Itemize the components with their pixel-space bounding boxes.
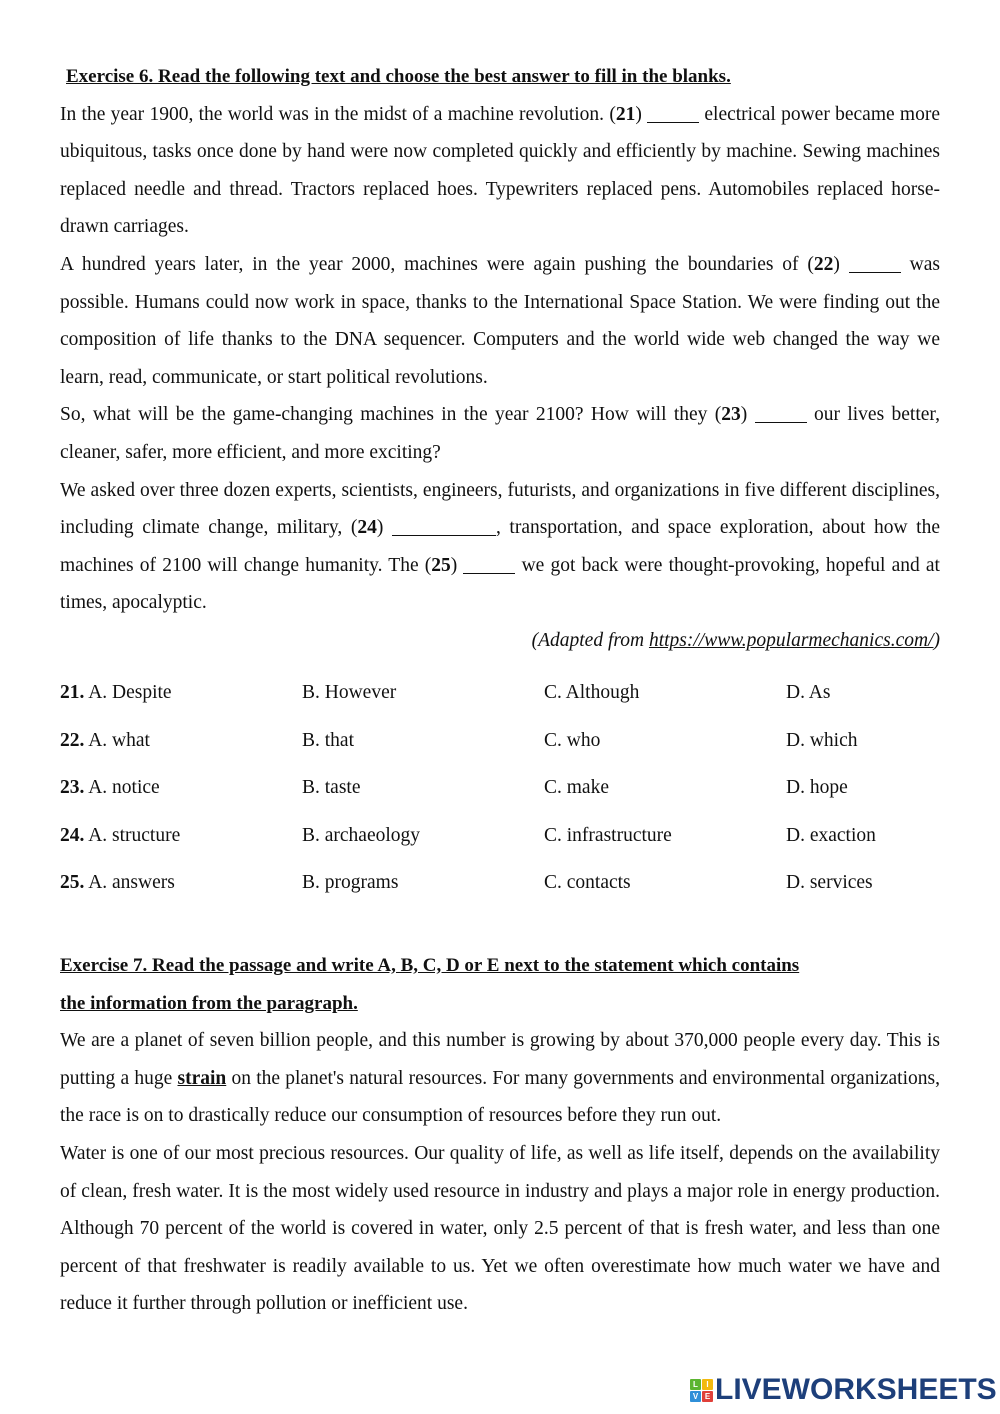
blank-23[interactable] [755, 403, 807, 424]
exercise-7-section [60, 947, 940, 1323]
answer-options [60, 670, 940, 908]
option-b[interactable]: B. However [302, 682, 397, 704]
worksheet-page [60, 58, 940, 1323]
option-b[interactable]: B. archaeology [302, 824, 421, 846]
question-row-23 [60, 765, 940, 813]
blank-25[interactable] [463, 553, 515, 574]
question-row-24 [60, 812, 940, 860]
blank-number-25: 25 [431, 554, 451, 576]
option-d[interactable]: D. hope [786, 777, 848, 799]
question-row-25 [60, 860, 940, 908]
blank-22[interactable] [849, 252, 901, 273]
option-b[interactable]: B. programs [302, 872, 399, 894]
question-row-21 [60, 670, 940, 718]
exercise-6-heading: Exercise 6. Read the following text and choose the best answer to fill in the blanks. [66, 66, 731, 87]
live-squares-icon: L I V E [690, 1379, 713, 1402]
option-a[interactable]: 24. A. structure [60, 824, 181, 846]
exercise-7-paragraph-2: Water is one of our most precious resources. Our quality of life, as well as life itself, depends on the availability of clean, fresh water. It is the most widely used resource in industry and plays a major role in energy production. Although 70 percent of the world is covered in water, only 2.5 percent of that is fresh water, and less than one percent of that freshwater is readily available to us. Yet we often overestimate how much water we have and reduce it further through pollution or inefficient use. [60, 1142, 940, 1315]
option-d[interactable]: D. As [786, 682, 831, 704]
question-row-22 [60, 717, 940, 765]
exercise-6-paragraph-3: So, what will be the game-changing machines in the year 2100? How will they (23) our lives better, cleaner, safer, more efficient, and more exciting? [60, 404, 940, 463]
option-a[interactable]: 21. A. Despite [60, 682, 172, 704]
option-b[interactable]: B. taste [302, 777, 361, 799]
exercise-7-paragraph-1: We are a planet of seven billion people, and this number is growing by about 370,000 people every day. This is putting a huge strain on the planet's natural resources. For many governments and environmental organizations, the race is on to drastically reduce our consumption of resources before they run out. [60, 1030, 940, 1127]
option-c[interactable]: C. Although [544, 682, 640, 704]
source-citation: (Adapted from https://www.popularmechanics.com/) [531, 629, 940, 651]
option-c[interactable]: C. infrastructure [544, 824, 672, 846]
option-c[interactable]: C. contacts [544, 872, 631, 894]
blank-24[interactable] [392, 516, 496, 537]
blank-number-24: 24 [357, 517, 377, 539]
blank-number-21: 21 [615, 103, 636, 125]
option-a[interactable]: 25. A. answers [60, 872, 175, 894]
exercise-6-paragraph-2: A hundred years later, in the year 2000, machines were again pushing the boundaries of (22) was possible. Humans could now work in space, thanks to the International Space Station. We were finding out the composition of life thanks to the DNA sequencer. Computers and the world wide web changed the way we learn, read, communicate, or start political revolutions. [60, 253, 940, 388]
exercise-7-heading-line-1: Exercise 7. Read the passage and write A, B, C, D or E next to the statement which contains [60, 955, 800, 976]
blank-number-22: 22 [813, 253, 834, 275]
highlighted-word: strain [177, 1067, 227, 1089]
option-a[interactable]: 23. A. notice [60, 777, 160, 799]
logo-text: LIVEWORKSHEETS [715, 1373, 997, 1406]
exercise-7-heading-line-2: the information from the paragraph. [60, 992, 358, 1014]
option-b[interactable]: B. that [302, 729, 354, 751]
option-d[interactable]: D. services [786, 872, 873, 894]
liveworksheets-logo [690, 1375, 997, 1405]
exercise-6-paragraph-4: We asked over three dozen experts, scientists, engineers, futurists, and organizations in five different disciplines, including climate change, military, (24) , transportation, and space exploration, about how the machines of 2100 will change humanity. The (25) we got back were thought-provoking, hopeful and at times, apocalyptic. [60, 479, 940, 614]
option-d[interactable]: D. exaction [786, 824, 876, 846]
source-link[interactable]: https://www.popularmechanics.com/ [648, 629, 934, 651]
option-a[interactable]: 22. A. what [60, 729, 150, 751]
option-c[interactable]: C. who [544, 729, 601, 751]
blank-21[interactable] [647, 102, 699, 123]
option-d[interactable]: D. which [786, 729, 858, 751]
blank-number-23: 23 [721, 404, 741, 426]
option-c[interactable]: C. make [544, 777, 609, 799]
exercise-6-paragraph-1: In the year 1900, the world was in the midst of a machine revolution. (21) electrical power became more ubiquitous, tasks once done by hand were now completed quickly and efficiently by machine. Sewing machines replaced needle and thread. Tractors replaced hoes. Typewriters replaced pens. Automobiles replaced horse-drawn carriages. [60, 103, 940, 238]
